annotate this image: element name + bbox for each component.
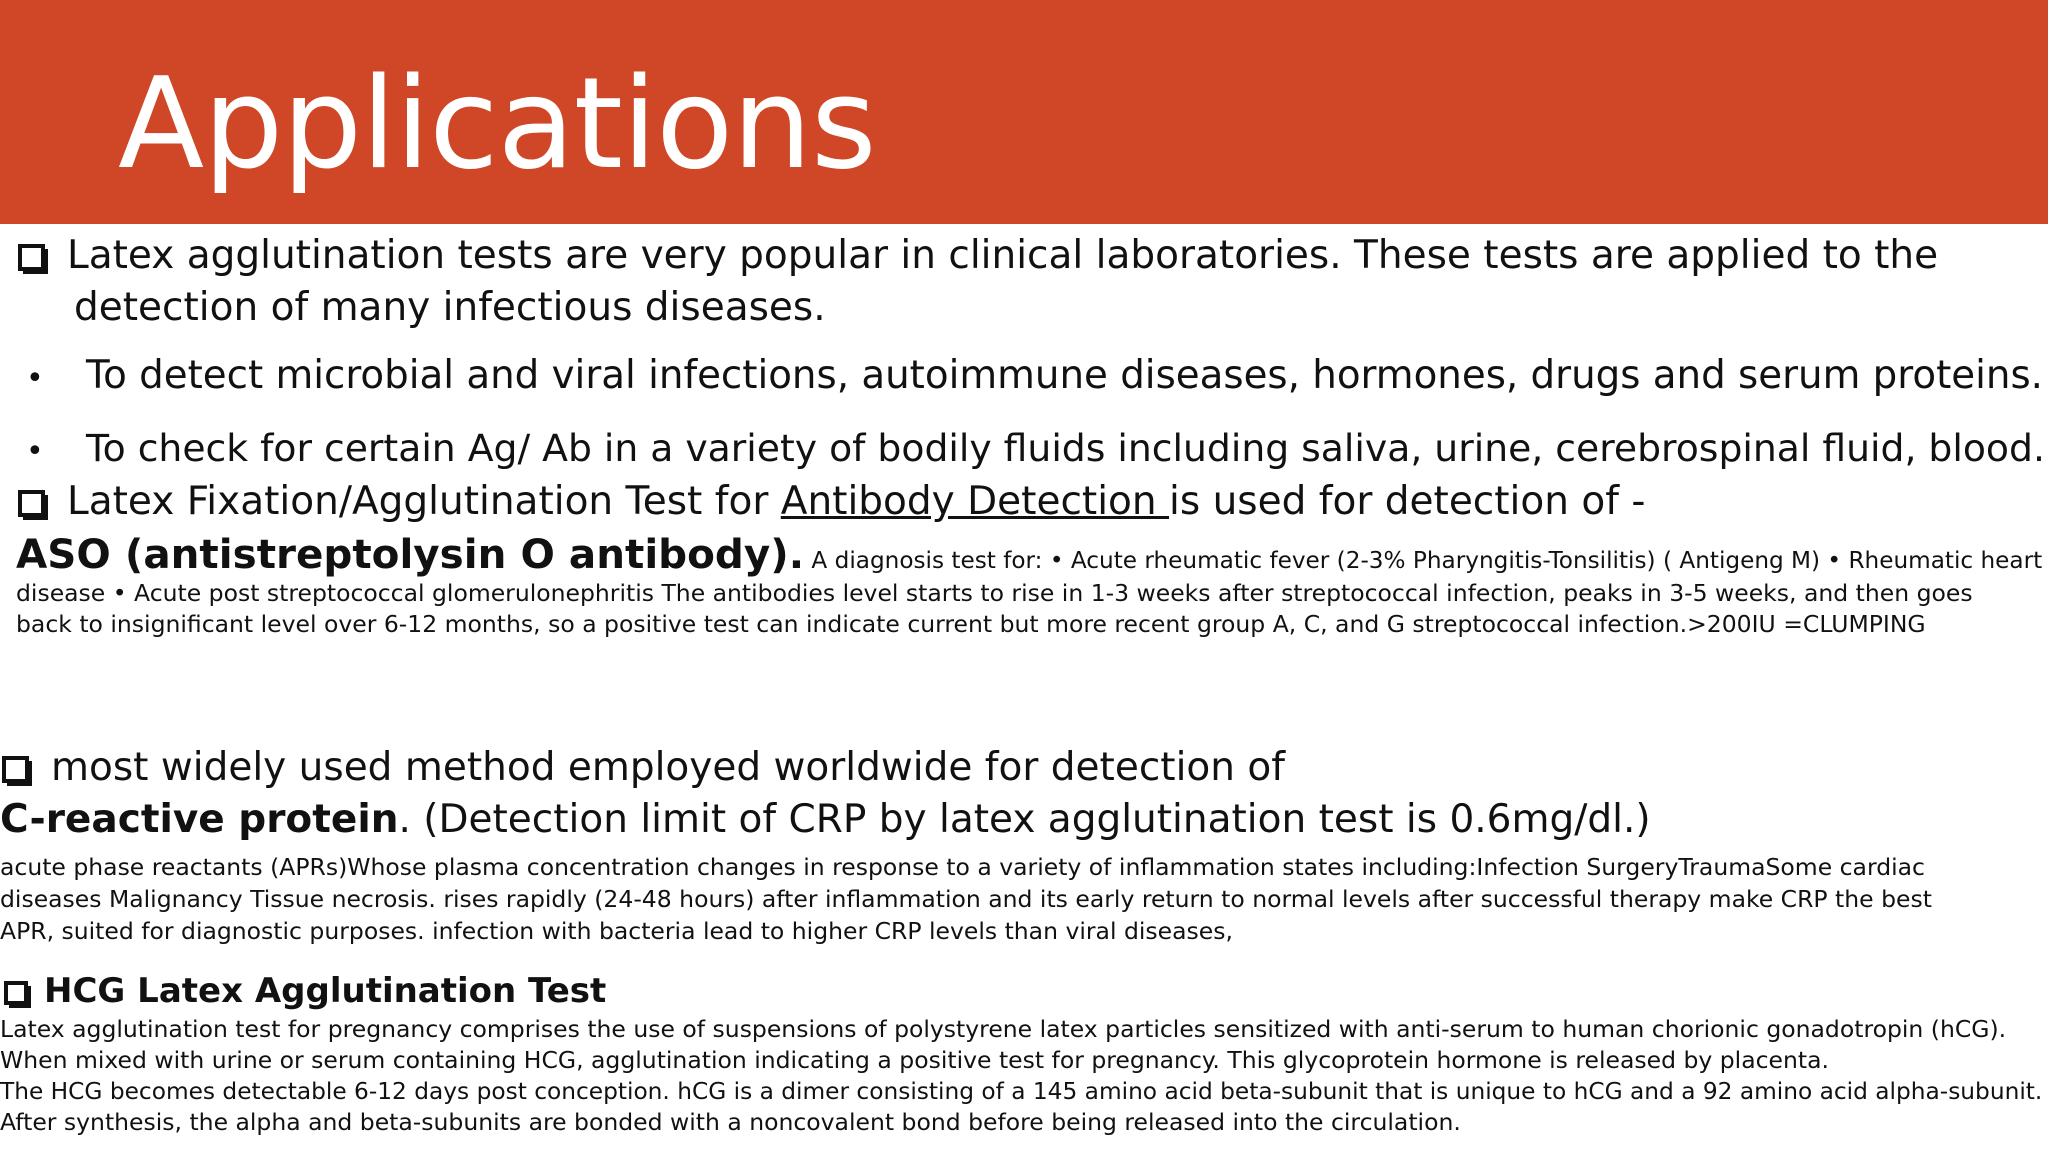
crp-detection-line: C-reactive protein. (Detection limit of CRP by latex agglutination test is 0.6mg/dl.) xyxy=(0,797,1651,842)
aso-heading: ASO (antistreptolysin O antibody). xyxy=(16,530,805,578)
aso-heading-line: ASO (antistreptolysin O antibody). A diagnosis test for: • Acute rheumatic fever (2-3% Pharyngitis-Tonsilitis) ( Antigeng M) • Rheumatic heart xyxy=(16,530,2043,578)
crp-para-3: APR, suited for diagnostic purposes. infection with bacteria lead to higher CRP levels than viral diseases, xyxy=(0,917,1233,945)
antibody-detection-line: Latex Fixation/Agglutination Test for Antibody Detection is used for detection of - xyxy=(18,476,1645,528)
square-bullet-icon xyxy=(18,490,45,517)
hcg-heading-line xyxy=(4,968,606,1014)
bullet-item: • To check for certain Ag/ Ab in a variety of bodily fluids including saliva, urine, cerebrospinal fluid, blood. xyxy=(26,422,2045,478)
aso-line-2: disease • Acute post streptococcal glomerulonephritis The antibodies level starts to rise in 1-3 weeks after streptococcal infection, peaks in 3-5 weeks, and then goes xyxy=(16,579,1973,607)
aso-line-3: back to insignificant level over 6-12 months, so a positive test can indicate current but more recent group A, C, and G streptococcal infection.>200IU =CLUMPING xyxy=(16,610,1926,638)
hcg-line-3: The HCG becomes detectable 6-12 days post conception. hCG is a dimer consisting of a 145 amino acid beta-subunit that is unique to hCG and a 92 amino acid alpha-subunit. xyxy=(0,1078,2043,1105)
square-bullet-icon xyxy=(2,756,29,783)
crp-intro-line: most widely used method employed worldwide for detection of xyxy=(2,742,1285,794)
hcg-heading: HCG Latex Agglutination Test xyxy=(44,971,607,1011)
title-banner xyxy=(0,0,2048,224)
antibody-detection-link: Antibody Detection xyxy=(780,479,1170,524)
square-bullet-icon xyxy=(18,244,45,271)
square-bullet-icon xyxy=(4,981,28,1005)
hcg-line-1: Latex agglutination test for pregnancy comprises the use of suspensions of polystyrene latex particles sensitized with anti-serum to human chorionic gonadotropin (hCG). xyxy=(0,1015,2007,1043)
page-title: Applications xyxy=(118,50,876,197)
bullet-item: • To detect microbial and viral infections, autoimmune diseases, hormones, drugs and serum proteins. xyxy=(26,350,2043,405)
crp-para-2: diseases Malignancy Tissue necrosis. rises rapidly (24-48 hours) after inflammation and its early return to normal levels after successful therapy make CRP the best xyxy=(0,885,1932,913)
dot-bullet-icon: • xyxy=(26,434,44,469)
intro-line-1: Latex agglutination tests are very popular in clinical laboratories. These tests are applied to the xyxy=(18,230,1938,282)
hcg-line-2: When mixed with urine or serum containing HCG, agglutination indicating a positive test for pregnancy. This glycoprotein hormone is released by placenta. xyxy=(0,1046,1829,1074)
hcg-line-4: After synthesis, the alpha and beta-subunits are bonded with a noncovalent bond before being released into the circulation. xyxy=(0,1108,1461,1136)
intro-line-2: detection of many infectious diseases. xyxy=(74,285,826,330)
crp-para-1: acute phase reactants (APRs)Whose plasma concentration changes in response to a variety of inflammation states including:Infection SurgeryTraumaSome cardiac xyxy=(0,853,1925,881)
crp-heading: C-reactive protein xyxy=(0,797,399,842)
dot-bullet-icon: • xyxy=(26,361,44,396)
